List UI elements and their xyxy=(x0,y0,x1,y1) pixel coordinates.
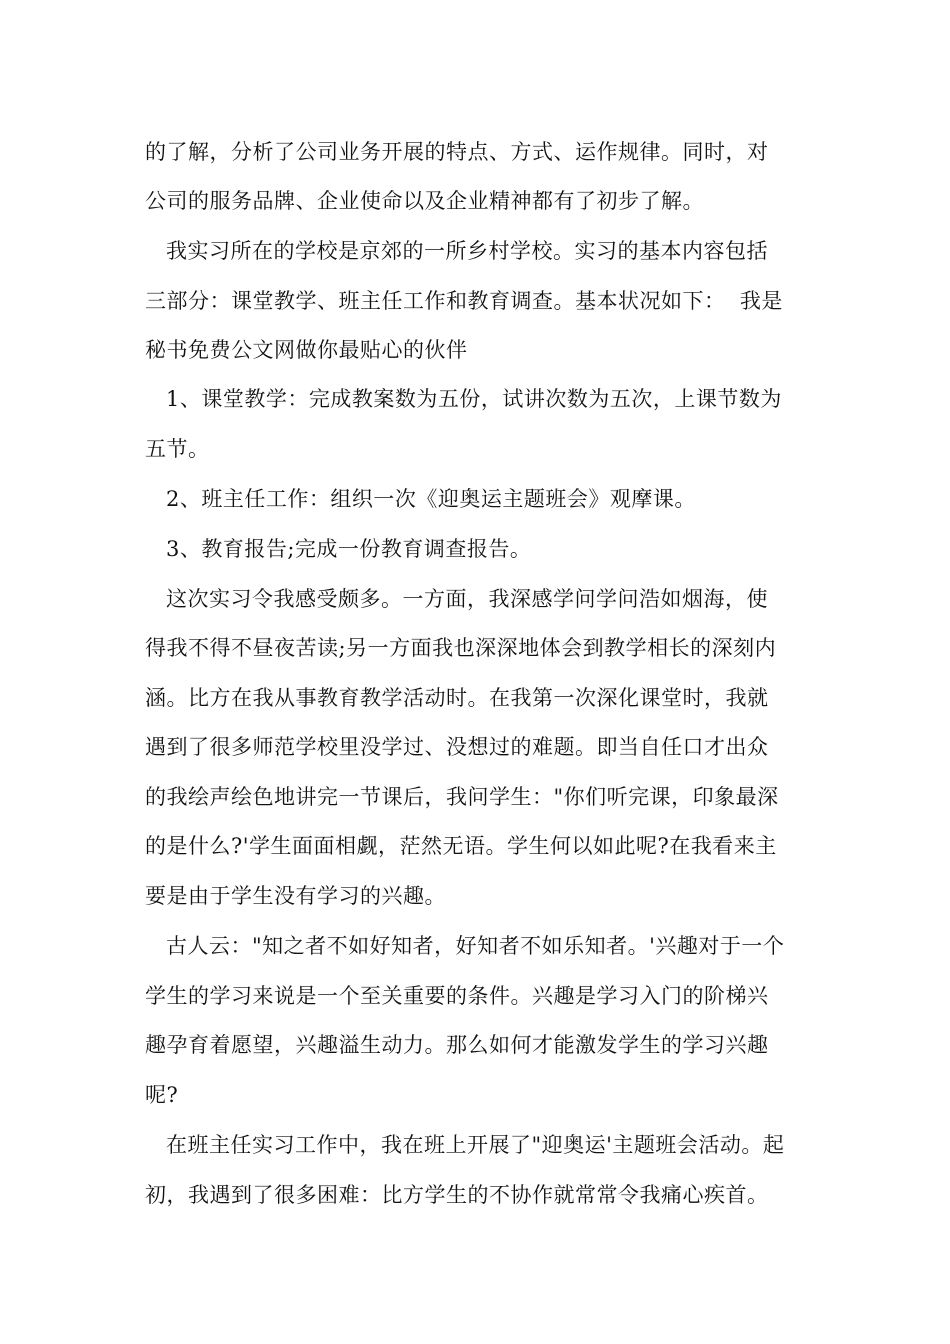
text-line: 2、班主任工作：组织一次《迎奥运主题班会》观摩课。 xyxy=(166,487,696,511)
text-line: 秘书免费公文网做你最贴心的伙伴 xyxy=(145,338,468,362)
text-line: 得我不得不昼夜苦读;另一方面我也深深地体会到教学相长的深刻内 xyxy=(145,636,777,660)
text-line: 的了解，分析了公司业务开展的特点、方式、运作规律。同时，对 xyxy=(145,140,769,164)
text-line: 三部分：课堂教学、班主任工作和教育调查。基本状况如下： 我是 xyxy=(145,289,783,313)
text-line: 1、课堂教学：完成教案数为五份，试讲次数为五次，上课节数为 xyxy=(166,387,782,411)
text-line: 学生的学习来说是一个至关重要的条件。兴趣是学习入门的阶梯兴 xyxy=(145,984,769,1008)
text-line: 这次实习令我感受颇多。一方面，我深感学问学问浩如烟海，使 xyxy=(166,587,768,611)
text-line: 的我绘声绘色地讲完一节课后，我问学生："你们听完课，印象最深 xyxy=(145,785,779,809)
text-line: 涵。比方在我从事教育教学活动时。在我第一次深化课堂时，我就 xyxy=(145,686,769,710)
text-line: 公司的服务品牌、企业使命以及企业精神都有了初步了解。 xyxy=(145,189,704,213)
text-line: 呢? xyxy=(145,1083,179,1107)
text-line: 遇到了很多师范学校里没学过、没想过的难题。即当自任口才出众 xyxy=(145,735,769,759)
text-line: 在班主任实习工作中，我在班上开展了"迎奥运'主题班会活动。起 xyxy=(166,1133,785,1157)
text-line: 古人云："知之者不如好知者，好知者不如乐知者。'兴趣对于一个 xyxy=(166,934,785,958)
text-line: 3、教育报告;完成一份教育调查报告。 xyxy=(166,537,532,561)
text-line: 的是什么?'学生面面相觑，茫然无语。学生何以如此呢?在我看来主 xyxy=(145,834,777,858)
text-line: 我实习所在的学校是京郊的一所乡村学校。实习的基本内容包括 xyxy=(166,239,768,263)
text-line: 趣孕育着愿望，兴趣溢生动力。那么如何才能激发学生的学习兴趣 xyxy=(145,1033,769,1057)
text-line: 五节。 xyxy=(145,437,210,461)
text-line: 要是由于学生没有学习的兴趣。 xyxy=(145,884,446,908)
text-line: 初，我遇到了很多困难：比方学生的不协作就常常令我痛心疾首。 xyxy=(145,1183,769,1207)
